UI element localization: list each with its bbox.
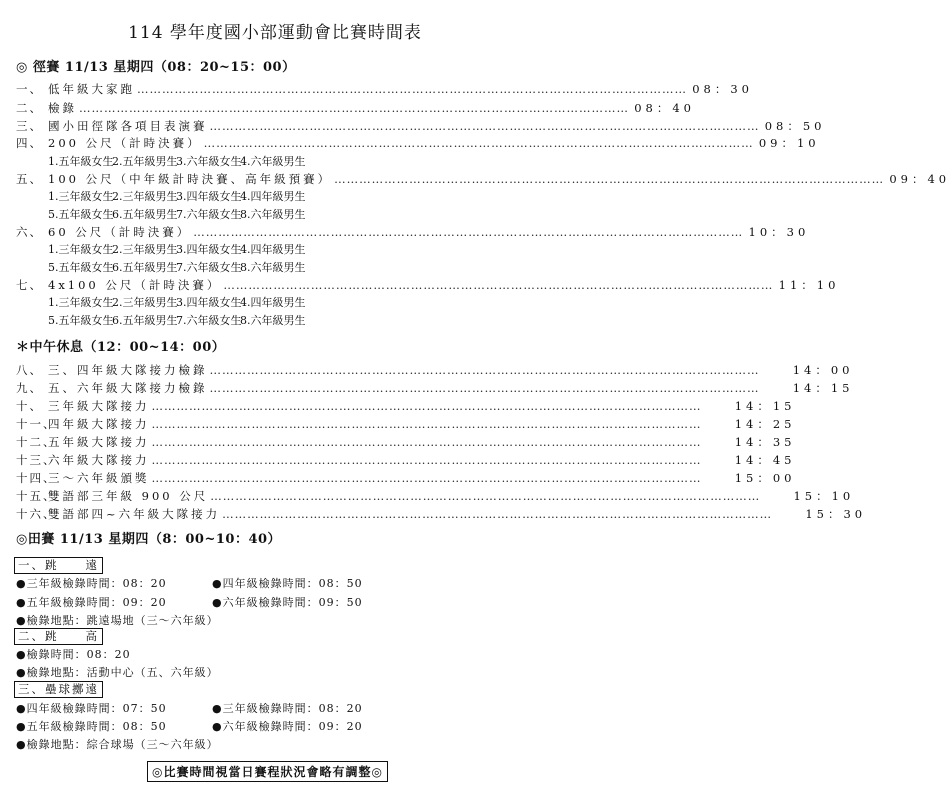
item-number: 十五、 [16,489,57,503]
item-time: 09：10 [758,136,820,150]
item-time: 15：30 [805,507,867,521]
heat-group: 8.六年級男生 [240,314,306,327]
dot-leader: …………………………………………………………………………………………………………………… [209,381,760,395]
heat-group: 3.四年級女生 [176,243,242,256]
heat-group: 8.六年級男生 [240,261,306,274]
dot-leader: …………………………………………………………………………………………………………………… [193,225,744,239]
heat-group: 2.三年級男生 [112,190,178,203]
schedule-row [16,397,796,415]
item-number: 十三、 [16,453,57,467]
item-name: 檢錄 [48,101,77,115]
item-time: 08：40 [634,101,695,115]
item-number: 十二、 [16,435,57,449]
heat-group: 4.六年級男生 [240,155,306,168]
high-jump-label: 二、跳 高 [14,628,103,645]
page-title: 114 學年度國小部運動會比賽時間表 [128,23,422,43]
dot-leader: …………………………………………………………………………………………………………………… [79,101,629,115]
item-number: 六、 [16,225,43,239]
heat-group: 1.五年級女生 [48,155,114,168]
heat-group-line [48,188,306,204]
heat-group: 3.四年級女生 [176,190,242,203]
item-number: 九、 [16,381,43,395]
heat-group: 1.三年級女生 [48,190,114,203]
dot-leader: …………………………………………………………………………………………………………………… [222,507,773,521]
item-time: 10：30 [748,225,810,239]
heat-group: 6.五年級男生 [112,261,178,274]
adjustment-note: ◎比賽時間視當日賽程狀況會略有調整◎ [147,761,388,782]
heat-group: 5.五年級女生 [48,314,114,327]
heat-group-line [48,294,306,310]
item-name: 低年級大家跑 [48,82,135,96]
ball-throw-line: ●六年級檢錄時間：09：20 [212,720,363,733]
heat-group: 2.三年級男生 [112,243,178,256]
dot-leader: …………………………………………………………………………………………………………………… [151,435,702,449]
lunch-heading: ＊中午休息（12：00~14：00） [16,340,226,355]
heat-group: 5.五年級女生 [48,208,114,221]
heat-group: 4.四年級男生 [240,243,306,256]
item-number: 一、 [16,82,43,96]
heat-group: 7.六年級女生 [176,314,242,327]
item-name: 六年級大隊接力 [48,453,150,467]
schedule-row [16,361,854,379]
schedule-row [16,415,796,433]
item-name: 雙語部四~六年級大隊接力 [48,507,221,521]
item-number: 十六、 [16,507,57,521]
ball-throw-line: ●三年級檢錄時間：08：20 [212,702,363,715]
heat-group: 3.四年級女生 [176,296,242,309]
dot-leader: …………………………………………………………………………………………………………………… [151,399,702,413]
item-number: 十、 [16,399,43,413]
high-jump-place: ●檢錄地點：活動中心（五、六年級） [16,666,219,679]
item-number: 七、 [16,278,43,292]
long-jump-place: ●檢錄地點：跳遠場地（三～六年級） [16,614,219,627]
item-number: 五、 [16,172,43,186]
heat-group: 2.三年級男生 [112,296,178,309]
heat-group-line [48,241,306,257]
schedule-row [16,80,753,98]
item-number: 八、 [16,363,43,377]
item-time: 09：40 [889,172,950,186]
dot-leader: …………………………………………………………………………………………………………………… [209,119,760,133]
item-time: 15：00 [734,471,796,485]
schedule-row [16,170,950,188]
item-time: 08：50 [764,119,826,133]
ball-throw-label: 三、壘球擲遠 [14,681,103,698]
item-name: 五年級大隊接力 [48,435,150,449]
schedule-row [16,487,855,505]
schedule-row [16,99,695,117]
schedule-row [16,134,820,152]
long-jump-line: ●四年級檢錄時間：08：50 [212,577,363,590]
item-number: 三、 [16,119,43,133]
high-jump-line: ●檢錄時間：08：20 [16,648,131,661]
item-time: 14：45 [734,453,796,467]
item-number: 十一、 [16,417,57,431]
schedule-row [16,505,867,523]
dot-leader: …………………………………………………………………………………………………………………… [223,278,774,292]
schedule-row [16,379,854,397]
item-time: 14：25 [734,417,796,431]
item-name: 60 公尺（計時決賽） [48,225,192,239]
item-name: 200 公尺（計時決賽） [48,136,202,150]
heat-group-line [48,206,306,222]
heat-group: 2.五年級男生 [112,155,178,168]
item-time: 14：35 [734,435,796,449]
long-jump-line: ●三年級檢錄時間：08：20 [16,577,167,590]
dot-leader: …………………………………………………………………………………………………………………… [334,172,885,186]
ball-throw-place: ●檢錄地點：綜合球場（三～六年級） [16,738,219,751]
item-number: 十四、 [16,471,57,485]
dot-leader: …………………………………………………………………………………………………………………… [151,453,702,467]
item-name: 三年級大隊接力 [48,399,150,413]
heat-group-line [48,153,306,169]
item-number: 四、 [16,136,43,150]
item-name: 三～六年級頒獎 [48,471,150,485]
item-time: 14：00 [792,363,854,377]
dot-leader: …………………………………………………………………………………………………………………… [209,363,760,377]
ball-throw-line: ●五年級檢錄時間：08：50 [16,720,167,733]
heat-group: 6.五年級男生 [112,208,178,221]
schedule-row [16,469,796,487]
item-time: 08：30 [692,82,753,96]
long-jump-label: 一、跳 遠 [14,557,103,574]
schedule-row [16,451,796,469]
heat-group: 7.六年級女生 [176,261,242,274]
item-name: 國小田徑隊各項目表演賽 [48,119,208,133]
ball-throw-line: ●四年級檢錄時間：07：50 [16,702,167,715]
schedule-row [16,223,810,241]
item-name: 五、六年級大隊接力檢錄 [48,381,208,395]
item-name: 4x100 公尺（計時決賽） [48,278,222,292]
heat-group: 6.五年級男生 [112,314,178,327]
dot-leader: …………………………………………………………………………………………………………………… [151,417,702,431]
item-time: 14：15 [792,381,854,395]
heat-group-line [48,259,306,275]
heat-group: 1.三年級女生 [48,243,114,256]
item-name: 100 公尺（中年級計時決賽、高年級預賽） [48,172,333,186]
item-name: 三、四年級大隊接力檢錄 [48,363,208,377]
heat-group: 4.四年級男生 [240,296,306,309]
dot-leader: …………………………………………………………………………………………………………………… [137,82,687,96]
item-number: 二、 [16,101,43,115]
item-name: 雙語部三年級 900 公尺 [48,489,209,503]
heat-group-line [48,312,306,328]
heat-group: 5.五年級女生 [48,261,114,274]
item-time: 11：10 [778,278,840,292]
schedule-row [16,276,840,294]
schedule-row [16,117,826,135]
field-heading: ◎田賽 11/13 星期四（8：00~10：40） [16,532,282,547]
long-jump-line: ●六年級檢錄時間：09：50 [212,596,363,609]
long-jump-line: ●五年級檢錄時間：09：20 [16,596,167,609]
item-name: 四年級大隊接力 [48,417,150,431]
item-time: 15：10 [793,489,855,503]
dot-leader: …………………………………………………………………………………………………………………… [210,489,761,503]
schedule-row [16,433,796,451]
heat-group: 7.六年級女生 [176,208,242,221]
heat-group: 3.六年級女生 [176,155,242,168]
item-time: 14：15 [734,399,796,413]
dot-leader: …………………………………………………………………………………………………………………… [151,471,702,485]
heat-group: 8.六年級男生 [240,208,306,221]
heat-group: 4.四年級男生 [240,190,306,203]
track-heading: ◎ 徑賽 11/13 星期四（08：20~15：00） [16,60,296,75]
heat-group: 1.三年級女生 [48,296,114,309]
dot-leader: …………………………………………………………………………………………………………………… [203,136,754,150]
